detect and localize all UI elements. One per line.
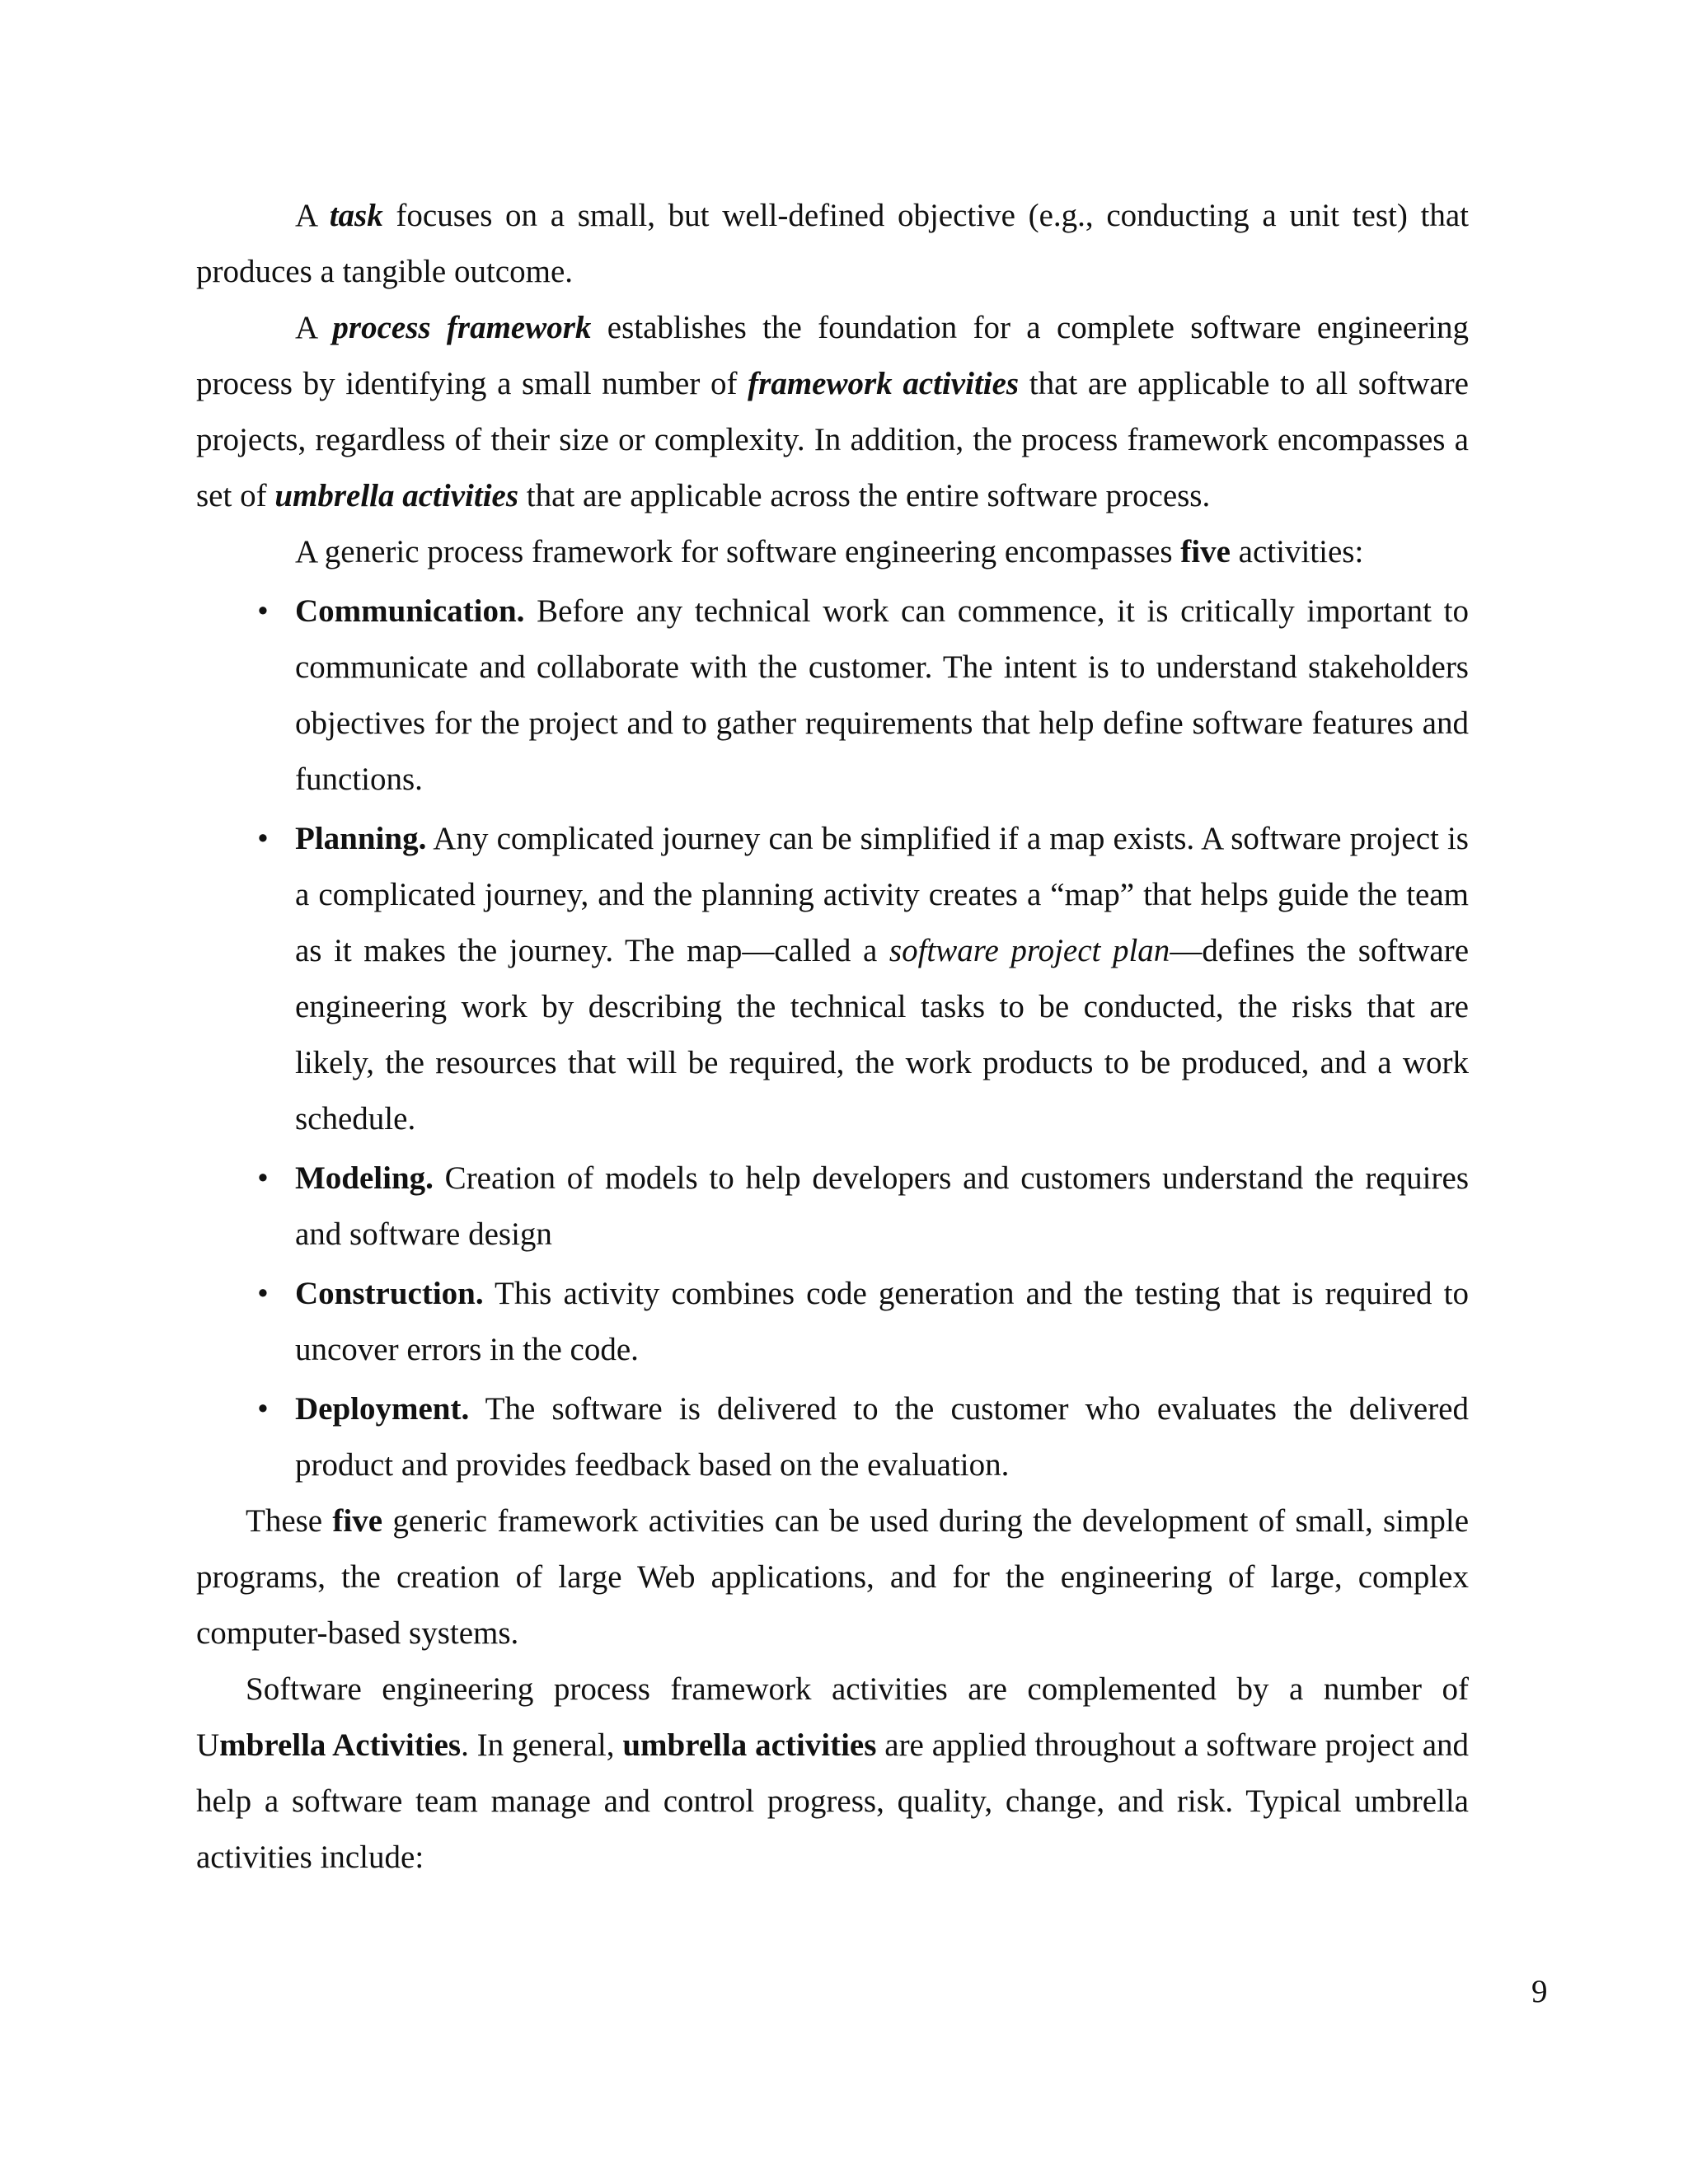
- bullet-icon: •: [257, 1391, 269, 1427]
- list-item-planning: [196, 811, 1469, 1147]
- term-umbrella-activities: umbrella activities: [274, 478, 519, 513]
- umbrella-post: are applied throughout a software project and help a software team manage and control progress, quality, change, and risk. Typical umbrella activities include:: [196, 1727, 1470, 1875]
- activity-text-deployment: The software is delivered to the customer who evaluates the delivered product and provides feedback based on the evaluation.: [295, 1391, 1469, 1483]
- paragraph-task: [196, 188, 1469, 300]
- generic-bold-five: five: [1180, 534, 1231, 569]
- term-process-framework: process framework: [332, 310, 592, 345]
- activity-text-construction: This activity combines code generation and the testing that is required to uncover errors in the code.: [295, 1276, 1469, 1367]
- these-bold-five: five: [332, 1503, 383, 1539]
- activity-text-planning-pre: Any complicated journey can be simplified if a map exists. A software project is a complicated journey, and the planning activity creates a “map” that helps guide the team as it makes the journey. The map—called a: [295, 821, 1469, 968]
- list-item-construction: [196, 1266, 1469, 1378]
- framework-activities-list: [196, 583, 1469, 1493]
- framework-post: that are applicable across the entire software process.: [518, 478, 1211, 513]
- list-item-modeling: [196, 1151, 1469, 1263]
- generic-post: activities:: [1230, 534, 1364, 569]
- activity-title-communication: Communication.: [295, 593, 525, 629]
- paragraph-process-framework: [196, 300, 1469, 524]
- paragraph-generic-framework: [196, 524, 1469, 580]
- activity-title-construction: Construction.: [295, 1276, 484, 1311]
- list-item-communication: [196, 583, 1469, 808]
- framework-mid1: establishes the foundation for a complete software engineering process by identifying a small number of: [196, 310, 1470, 401]
- list-item-deployment: [196, 1381, 1469, 1493]
- umbrella-pre: Software engineering process framework activities are complemented by a number of U: [196, 1671, 1469, 1763]
- page-number: 9: [1531, 1974, 1548, 2009]
- bullet-icon: •: [257, 1160, 269, 1196]
- activity-title-deployment: Deployment.: [295, 1391, 470, 1427]
- umbrella-bold-title: mbrella Activities: [219, 1727, 462, 1763]
- framework-mid2: that are applicable to all software projects, regardless of their size or complexity. In addition, the process framework encompasses a set of: [196, 366, 1469, 513]
- activity-text-planning-post: —defines the software engineering work by describing the technical tasks to be conducted, the risks that are likely, the resources that will be required, the work products to be produced, and a work schedule.: [295, 933, 1470, 1137]
- bullet-icon: •: [257, 1276, 269, 1311]
- these-pre: These: [246, 1503, 333, 1539]
- framework-pre: A: [295, 310, 333, 345]
- activity-text-communication: Before any technical work can commence, it is critically important to communicate and collaborate with the customer. The intent is to understand stakeholders objectives for the project and to gather requirements that help define software features and functions.: [295, 593, 1469, 797]
- term-task: task: [329, 198, 383, 233]
- paragraph-umbrella: [196, 1661, 1469, 1886]
- term-framework-activities: framework activities: [748, 366, 1020, 401]
- activity-title-modeling: Modeling.: [295, 1160, 434, 1196]
- paragraph-five-activities: [196, 1493, 1469, 1661]
- task-pre: A: [295, 198, 330, 233]
- umbrella-bold-term: umbrella activities: [622, 1727, 877, 1763]
- activity-title-planning: Planning.: [295, 821, 427, 856]
- bullet-icon: •: [257, 821, 269, 856]
- umbrella-mid: . In general,: [461, 1727, 623, 1763]
- task-post: focuses on a small, but well-defined objective (e.g., conducting a unit test) that produces a tangible outcome.: [196, 198, 1469, 289]
- generic-pre: A generic process framework for software engineering encompasses: [295, 534, 1181, 569]
- page-body: [196, 188, 1469, 1886]
- these-post: generic framework activities can be used during the development of small, simple programs, the creation of large Web applications, and for the engineering of large, complex computer-based systems.: [196, 1503, 1470, 1651]
- bullet-icon: •: [257, 593, 269, 629]
- term-software-project-plan: software project plan: [889, 933, 1170, 968]
- activity-text-modeling: Creation of models to help developers and customers understand the requires and software design: [295, 1160, 1469, 1252]
